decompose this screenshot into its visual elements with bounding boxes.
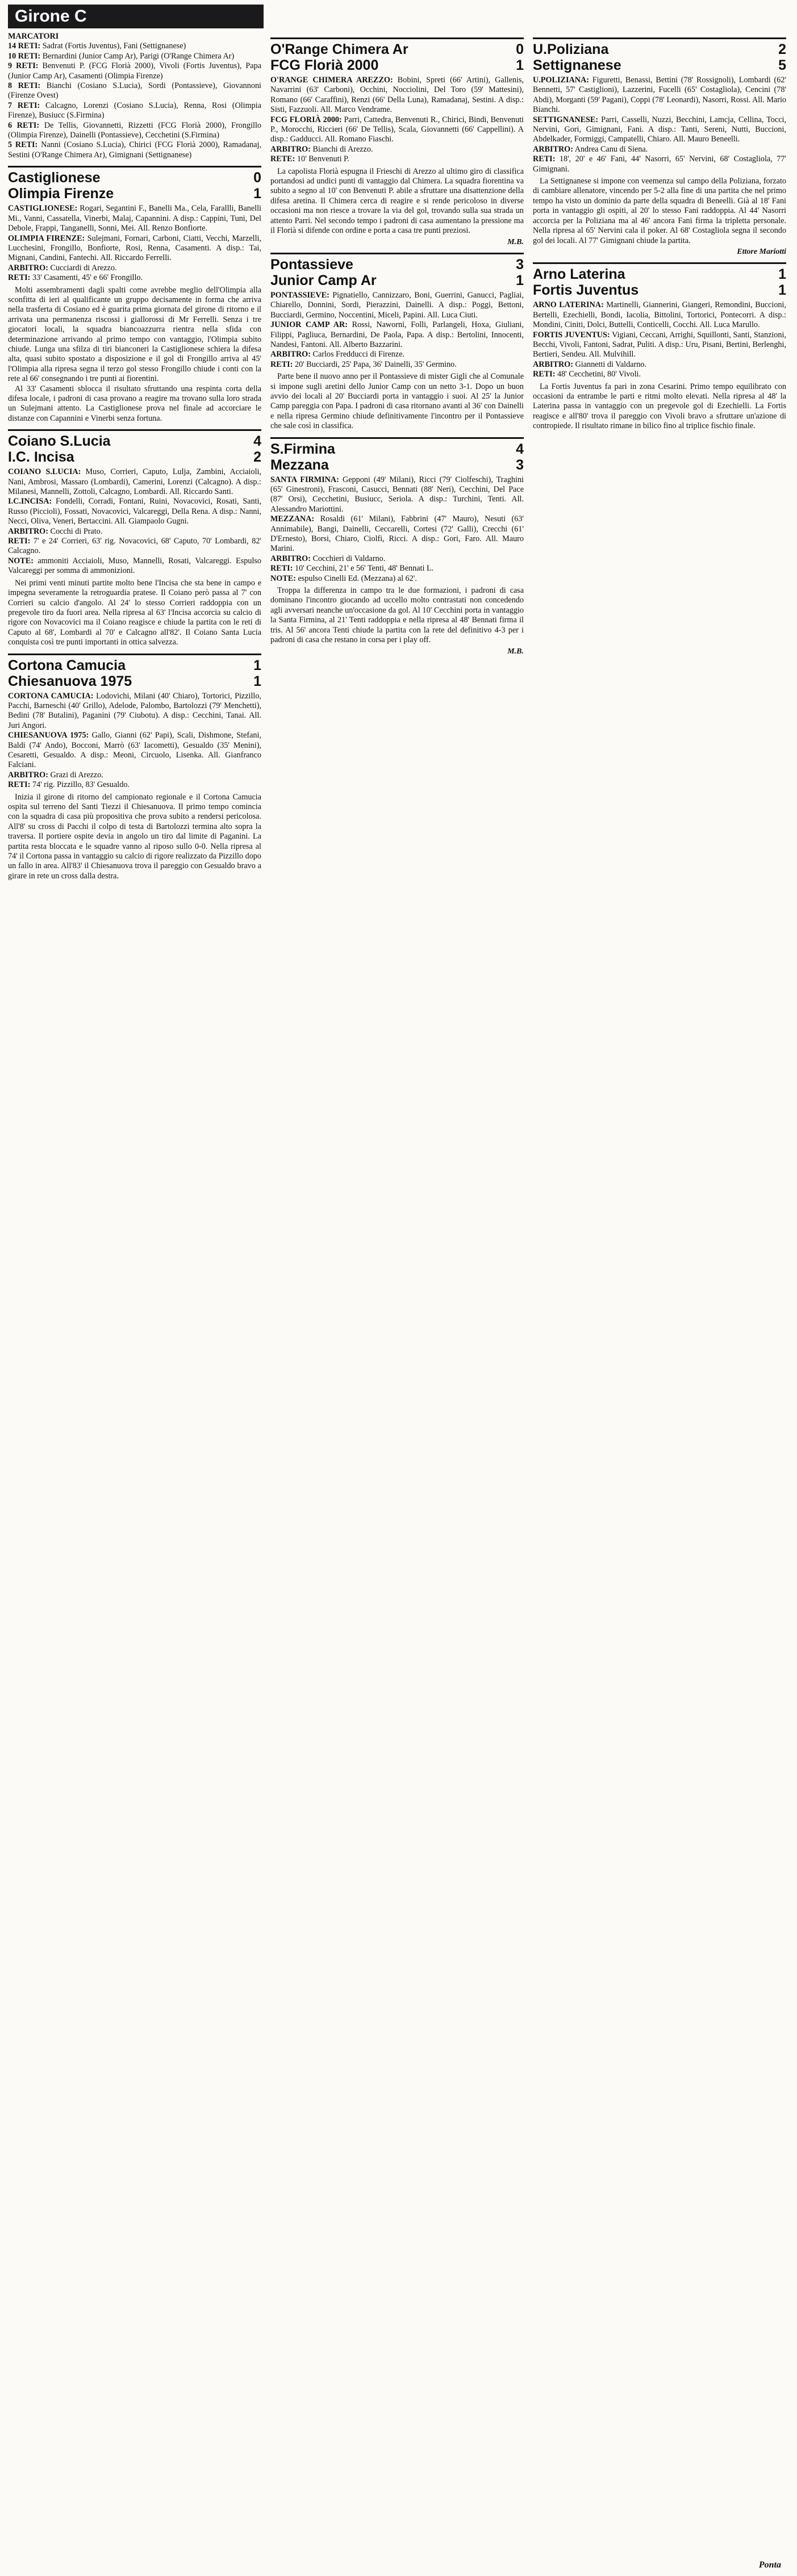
lineup-label: ARBITRO: [8,263,48,273]
lineup-text: Cucciardi di Arezzo. [48,263,117,273]
lineup-line [533,330,786,360]
lineup-text: Figuretti, Benassi, Bettini (78' Rossignoli), Lombardi (62' Bennetti, 57' Castiglioni), Lazzerini, Fucelli (65' Costagliola), Cencini (78' Abdi), Morganti (59' Pagani), Coppi (78' Leonardi), Nasorri, Rossi. All. Mario Bianchi. [533,76,786,115]
away-score: 1 [778,282,786,299]
lineup-line [270,475,524,515]
report-paragraph: Molti assembramenti dagli spalti come avrebbe meglio dell'Olimpia alla sconfitta di ieri al qualificante un gruppo decisamente in forma che arriva nella trasferta di Cosiano ed è guarita prima giornata del girone di ritorno e il arrivata una permanenza riscossi i giallorossi di Mr Ferrelli. Senza i tre giocatori locali, la squadra biancoazzurra rientra nella sfida con determinazione arrivando al primo tempo con vantaggio, l'Olimpia subito chiude. Lunga una sfilza di tiri bianconeri la Castiglionese schiera la difesa alta, quasi subito spostato a disposizione e il gol di Frongillo arriva al 45' l'Olimpia alla ripresa segna il terzo gol stesso Frongillo chiude i conti con la rete al 66' consegnando i tre punti ai fiorentini. [8,285,261,384]
lineup-text: Giannetti di Valdarno. [573,359,646,369]
lineup-label: RETI: [8,537,31,546]
away-team-row [8,186,261,202]
scorer-names: Benvenuti P. (FCG Florià 2000), Vivoli (Fortis Juventus), Papa (Junior Camp Ar), Casamenti (Olimpia Firenze) [8,61,261,81]
column-1 [8,32,261,881]
home-team: S.Firmina [270,441,335,457]
lineup-text: Rossi, Naworni, Folli, Parlangeli, Hoxa, Giuliani, Filippi, Pagliuca, Bernardini, De Paola, Papa. A disp.: Bertolini, Innocenti, Nandesi, Fantoni. All. Alberto Bazzarini. [270,320,524,349]
lineup-text: 10' Benvenuti P. [295,154,349,164]
report-paragraph: Parte bene il nuovo anno per il Pontassieve di mister Gigli che al Comunale si impone sugli aretini dello Junior Camp con un netto 3-1. Dopo un buon avvio dei locali al 20' Bucciardi porta in vantaggio i suoi. Al 25' la Junior Camp pareggia con Papa. I padroni di casa ritornano avanti al 36' con Dainelli e nella ripresa Germino chiude definitivamente l'incontro per il Pontassieve che sale così in classifica. [270,372,524,431]
columns [8,32,789,881]
away-score: 5 [778,57,786,73]
away-team: Mezzana [270,456,329,473]
lineup-label: SETTIGNANESE: [533,115,599,124]
lineup-text: Gallo, Gianni (62' Papi), Scali, Dishmone, Stefani, Baldi (74' Ando), Bocconi, Marrò (63' Iacometti), Gesualdo (35' Menini), Cesaretti, Gesualdo. A disp.: Meoni, Circuolo, Lisenka. All. Gianfranco Falciani. [8,731,261,770]
match-report [270,37,524,247]
scorer-names: Sadrat (Fortis Juventus), Fani (Settignanese) [40,41,186,51]
away-team-row [533,57,786,73]
home-score: 0 [516,41,524,57]
report-paragraph: Nei primi venti minuti partite molto bene l'Incisa che sta bene in campo e impegna severamente la retroguardia pratese. Il Coiano però passa al 7' con Corrieri su calcio d'angolo. Al 24' lo stesso Corrieri raddoppia con un pregevole tiro da fuori area. Nella ripresa al 63' l'Incisa accorcia su calcio di rigore con Novacovici ma il Coiano reagisce e chiude la partita con le reti di Caputo al 68', Lombardi al 70' e Calcagno all'82'. Il Coiano Santa Lucia conquista così tre punti importanti in ottica salvezza. [8,578,261,647]
scorer-goals: 6 RETI: [8,120,40,130]
lineup-line [270,291,524,320]
lineups [270,475,524,584]
match-report [533,262,786,431]
report-signature: Ettore Mariotti [737,247,786,256]
lineup-text: Martinelli, Giannerini, Giangeri, Remondini, Buccioni, Bertelli, Ezechielli, Bondi, Iacolia, Bittolini, Tortorici, Pontecorri. A disp.: Mondini, Ciniti, Dolci, Buttelli, Conticelli, Cocchi. All. Luca Marullo. [533,300,786,330]
lineup-text: espulso Cinelli Ed. (Mezzana) al 62'. [295,573,417,583]
scorer-goals: 14 RETI: [8,41,41,51]
home-team-row [533,266,786,282]
lineup-text: Rogari, Segantini F., Banelli Ma., Cela, Farallli, Banelli Mi., Vanni, Cassatella, Vinerbi, Malaj, Capannini. A disp.: Cappini, Tuni, Del Debole, Frappi, Tanganelli, Sonni, Mei. All. Renzo Bonfiorte. [8,204,261,233]
home-score: 3 [516,256,524,273]
lineup-text: 74' rig. Pizzillo, 83' Gesualdo. [30,780,130,790]
home-score: 1 [778,266,786,283]
footer-signature: Ponta [758,2560,781,2570]
lineup-label: ARBITRO: [270,350,311,359]
scorer-line [8,101,261,121]
lineup-line [270,145,524,154]
lineup-line [8,234,261,263]
home-team: U.Poliziana [533,41,609,57]
lineup-text: 18', 20' e 46' Fani, 44' Nasorri, 65' Nervini, 68' Costagliola, 77' Gimignani. [533,154,786,174]
scorer-names: Calcagno, Lorenzi (Cosiano S.Lucia), Renna, Rosi (Olimpia Firenze), Busiucc (S.Firmina) [8,100,261,120]
report-body [8,793,261,882]
report-body [270,372,524,431]
marcatori-lines [8,41,261,160]
away-score: 1 [516,57,524,73]
home-score: 1 [253,657,261,673]
scorer-goals: 9 RETI: [8,61,39,71]
match-report [8,166,261,424]
lineup-line [270,115,524,145]
lineup-line [8,467,261,497]
scorer-goals: 10 RETI: [8,51,41,61]
lineup-line [8,263,261,273]
lineup-text: Fondelli, Corradi, Fontani, Ruini, Novacovici, Rosati, Santi, Russo (Piccioli), Fossati, Novacovici, Valcareggi, Della Rena. A disp.: Nanni, Necci, Oliva, Veneri, Bertaccini. All. Giampaolo Gugni. [8,497,261,526]
away-team-row [8,449,261,465]
report-paragraph: Troppa la differenza in campo tra le due formazioni, i padroni di casa dominano l'incontro giocando ad uccello molto contrastati non concedendo agli avversari neanche un'occasione da gol. Al 10' Cecchini porta in vantaggio la Santa Firmina, al 21' Tenti raddoppia e nella ripresa al 48' Bennati firma il tris. Al 56' ancora Tenti chiude la partita con la rete del definitivo 4-3 per i padroni di casa che restano in corsa per i play off. [270,586,524,645]
scorer-line [8,121,261,141]
lineup-label: MEZZANA: [270,514,315,524]
away-team: Olimpia Firenze [8,186,114,202]
lineup-text: Parri, Casselli, Nuzzi, Becchini, Lamcja, Cellina, Tocci, Nervini, Gori, Gimignani, Fani. A disp.: Tanti, Sereni, Nutti, Buccioni, Abdelkader, Formiggi, Campatelli, Chiaro. All. Mauro Beneelli. [533,115,786,144]
lineup-label: RETI: [8,780,31,790]
lineup-label: RETI: [270,359,293,369]
lineup-label: I.C.INCISA: [8,497,52,506]
lineup-label: RETI: [533,370,556,379]
home-team-row [270,41,524,57]
lineup-label: JUNIOR CAMP AR: [270,320,348,330]
lineup-text: Cocchi di Prato. [48,526,103,536]
report-body [270,586,524,645]
scorer-names: Bianchi (Cosiano S.Lucia), Sordi (Pontassieve), Giovannoni (Firenze Ovest) [8,81,261,100]
lineup-line [270,154,524,164]
lineup-label: U.POLIZIANA: [533,76,589,85]
lineup-line [270,360,524,370]
lineup-line [533,370,786,379]
home-team: Castiglionese [8,170,101,186]
lineup-label: NOTE: [270,573,296,583]
lineup-text: Cocchieri di Valdarno. [310,554,386,563]
lineup-line [270,564,524,573]
scorer-goals: 7 RETI: [8,100,40,110]
home-score: 2 [778,41,786,57]
lineup-line [533,154,786,174]
lineup-line [533,300,786,330]
lineup-text: 20' Bucciardi, 25' Papa, 36' Dainelli, 35' Germino. [293,359,457,369]
lineup-line [8,497,261,526]
lineup-label: ARBITRO: [533,144,573,154]
home-team-row [8,433,261,449]
section-banner: Girone C [8,5,264,28]
lineup-text: Andrea Canu di Siena. [573,144,648,154]
scorer-names: Bernardini (Junior Camp Ar), Parigi (O'Range Chimera Ar) [40,51,235,61]
home-team-row [270,441,524,457]
report-body [8,286,261,424]
lineup-label: O'RANGE CHIMERA AREZZO: [270,76,393,85]
home-team: O'Range Chimera Ar [270,41,408,57]
report-body [8,579,261,648]
away-team: Chiesanuova 1975 [8,673,132,689]
home-score: 4 [253,433,261,450]
lineup-text: Vigiani, Ceccani, Arrighi, Squillonti, Santi, Stanzioni, Becchi, Vivoli, Fantoni, Sadrat, Puliti. A disp.: Uru, Pisani, Bertini, Berlenghi, Bertieri, Sendeu. All. Mulvihill. [533,330,786,359]
lineup-line [270,320,524,350]
away-score: 1 [253,673,261,689]
home-team-row [8,170,261,186]
lineups [8,467,261,576]
match-report [8,429,261,647]
lineup-label: SANTA FIRMINA: [270,475,339,484]
lineup-label: RETI: [533,154,556,164]
away-score: 1 [253,186,261,202]
lineup-label: RETE: [270,154,295,164]
away-team: FCG Florià 2000 [270,57,379,73]
report-paragraph: La Settignanese si impone con veemenza sul campo della Poliziana, forzato di cambiare allenatore, vincendo per 5-2 alla fine di una partita che nel primo tempo ha visto un dominio da parte della squadra di Beneelli. Già al 18' Fani porta in vantaggio gli ospiti, al 20' lo stesso Fani raddoppia. Al 44' Nasorri accorcia per la Poliziana ma al 46' ancora Fani firma la tripletta personale. Nella ripresa al 65' Nervini cala il poker. Al 68' Costagliola segna il secondo gol dei locali. Al 77' Gimignani chiude la partita. [533,177,786,245]
home-team-row [270,257,524,273]
lineup-line [270,76,524,115]
lineup-label: NOTE: [8,556,34,566]
home-team-row [533,41,786,57]
report-paragraph: La capolista Florià espugna il Frieschi di Arezzo al ultimo giro di classifica portandosi ad undici punti di vantaggio dal Chimera. La squadra fiorentina va subito a segno al 10' con Benvenuti P. abile a sfruttare una disattenzione della difesa aretina. Il Chimera cerca di reagire e si rende pericoloso in diverse occasioni ma non riesce a trovare la via del gol, trovando sulla sua strada un attento Parri. Nel secondo tempo i padroni di casa aumentano la pressione ma il Florià si difende con ordine e porta a casa tre punti preziosi. [270,166,524,236]
lineups [8,204,261,283]
lineup-text: Gepponi (49' Milani), Ricci (79' Ciolfeschi), Traghini (65' Ginestroni), Frasconi, Casucci, Bennati (88' Neri), Cecchini, Del Pace (87' Orsi), Cecchetini, Busiucc, Seriola. A disp.: Turchini, Tenti. All. Alessandro Mariottini. [270,475,524,514]
lineup-line [8,692,261,731]
lineup-label: ARBITRO: [8,526,48,536]
report-body [270,167,524,236]
report-paragraph: Al 33' Casamenti sblocca il risultato sfruttando una respinta corta della difesa locale, i padroni di casa provano a reagire ma trovano sulla loro strada un Sulejmani attento. La Castiglionese prova nel finale ad accorciare le distanze con Capannini e Vinerbi senza fortuna. [8,384,261,423]
lineup-text: Sulejmani, Fornari, Carboni, Ciatti, Vecchi, Marzelli, Lucchesini, Frongillo, Bonfiorte, Rosi, Renna, Casamenti. A disp.: Tai, Mignani, Candini, Fantechi. All. Riccardo Ferrelli. [8,233,261,263]
lineup-label: CORTONA CAMUCIA: [8,691,94,701]
scorer-names: De Tellis, Giovannetti, Rizzetti (FCG Florià 2000), Frongillo (Olimpia Firenze), Dainelli (Pontassieve), Cecchetini (S.Firmina) [8,120,261,140]
lineup-line [270,554,524,564]
match-report [8,654,261,882]
lineup-label: ARNO LATERINA: [533,300,604,310]
lineup-label: RETI: [8,273,31,283]
lineup-label: COIANO S.LUCIA: [8,467,81,477]
away-team-row [533,282,786,298]
scorer-line [8,81,261,101]
lineup-line [270,574,524,584]
report-body [533,177,786,246]
column-2 [270,32,524,881]
lineup-line [8,780,261,790]
lineup-label: OLIMPIA FIRENZE: [8,233,85,243]
lineup-text: Parri, Cattedra, Benvenuti R., Chirici, Bindi, Benvenuti P., Morocchi, Riccieri (66' De Tellis), Scala, Giovannetti (66' Cappellini). A disp.: Gadducci. All. Romano Fiaschi. [270,115,524,144]
lineup-line [533,115,786,145]
lineup-label: ARBITRO: [8,770,48,780]
lineup-label: PONTASSIEVE: [270,290,329,300]
lineups [270,291,524,370]
lineup-line [533,145,786,154]
lineup-text: Pignatiello, Cannizzaro, Boni, Guerrini, Ganucci, Pagliai, Chiarello, Donnini, Sordi, Pierazzini, Dainelli. A disp.: Poggi, Bettoni, Bucciardi, Germino, Noccentini, Miceli, Papini. All. Luca Ciuti. [270,290,524,320]
home-score: 0 [253,170,261,186]
lineup-label: CHIESANUOVA 1975: [8,731,89,740]
lineup-line [270,514,524,554]
column-3 [533,32,786,881]
report-body [533,382,786,432]
lineup-line [533,76,786,115]
match-report [270,253,524,432]
away-score: 3 [516,456,524,473]
away-team: Settignanese [533,57,621,73]
away-team-row [270,57,524,73]
home-team: Arno Laterina [533,266,625,283]
home-team: Cortona Camucia [8,657,126,673]
scorer-line [8,41,261,51]
report-paragraph: La Fortis Juventus fa pari in zona Cesarini. Primo tempo equilibrato con occasioni da entrambe le parti e ritmi molto elevati. Nella ripresa al 48' la Laterina passa in vantaggio con un pregevole gol di Ezechielli. La Fortis reagisce e all'80' trova il pareggio con Vivoli bravo a sfruttare un'azione di contropiede. Il risultato rimane in bilico fino al triplice fischio finale. [533,382,786,431]
lineup-text: Bobini, Spreti (66' Artini), Gallenis, Navarrini (63' Carboni), Occhini, Nocciolini, Del Toro (59' Mattesini), Romano (66' Caraffini), Renzi (66' Della Luna), Ramadanaj, Sestini. A disp.: Sisti, Fazzuoli. All. Marco Vendrame. [270,76,524,115]
lineup-label: ARBITRO: [270,144,311,154]
lineup-text: Grazi di Arezzo. [48,770,103,780]
lineup-label: CASTIGLIONESE: [8,204,78,213]
lineup-label: FORTIS JUVENTUS: [533,330,610,340]
lineup-line [8,537,261,556]
lineup-text: Lodovichi, Milani (40' Chiaro), Tortorici, Pizzillo, Pacchi, Barneschi (40' Grillo), Adelode, Palombo, Bartolozzi (79' Menchetti), Bedini (78' Butalini), Paganini (79' Ciubotu). A disp.: Cecchini, Tanai. All. Juri Angori. [8,691,261,730]
report-signature: M.B. [507,647,524,656]
scorer-goals: 8 RETI: [8,81,41,91]
lineups [533,300,786,379]
away-score: 1 [516,272,524,288]
scorer-line [8,140,261,160]
lineup-text: 10' Cecchini, 21' e 56' Tenti, 48' Bennati L. [293,564,434,573]
lineup-line [8,273,261,283]
home-score: 4 [516,441,524,457]
lineup-text: 7' e 24' Corrieri, 63' rig. Novacovici, 68' Caputo, 70' Lombardi, 82' Calcagno. [8,537,261,556]
lineup-text: Bianchi di Arezzo. [310,144,373,154]
lineup-text: ammoniti Acciaioli, Muso, Mannelli, Rosati, Valcareggi. Espulso Valcareggi per somma di ammonizioni. [8,556,261,576]
scorer-goals: 5 RETI: [8,140,38,150]
lineup-label: ARBITRO: [533,359,573,369]
lineup-label: FCG FLORIÀ 2000: [270,115,342,124]
lineups [533,76,786,174]
lineup-text: Carlos Fredducci di Firenze. [310,350,405,359]
lineup-text: 48' Cecchetini, 80' Vivoli. [555,370,641,379]
lineup-label: RETI: [270,564,293,573]
away-team: Junior Camp Ar [270,272,377,288]
lineup-line [270,350,524,359]
match-report [533,37,786,257]
lineup-line [8,556,261,576]
home-team: Pontassieve [270,256,353,273]
lineup-text: Muso, Corrieri, Caputo, Lulja, Zambini, Acciaioli, Nani, Ambrosi, Massaro (Lombardi), Camerini, Lorenzi (Calcagno). A disp.: Milanesi, Mannelli, Zottoli, Calcagno, Lombardi. All. Riccardo Santi. [8,467,261,497]
away-team: I.C. Incisa [8,449,74,466]
marcatori-title: MARCATORI [8,32,59,41]
away-team-row [270,457,524,473]
lineup-line [8,204,261,233]
lineup-line [533,360,786,370]
scorer-line [8,52,261,61]
away-team-row [270,273,524,288]
report-signature: M.B. [507,237,524,246]
away-score: 2 [253,449,261,466]
scorer-line [8,61,261,81]
lineup-line [8,527,261,537]
lineup-line [8,731,261,770]
lineup-line [8,770,261,780]
away-team-row [8,673,261,689]
marcatori-box [8,32,261,160]
report-paragraph: Inizia il girone di ritorno del campionato regionale e il Cortona Camucia ospita sul terreno del Santi Tiezzi il Chiesanuova. Il primo tempo comincia con la squadra di casa più propositiva che prova subito a rendersi pericolosa. All'8' su cross di Pacchi il colpo di testa di Bartolozzi termina alto sopra la traversa. Il portiere ospite devia in angolo un tiro dal limite di Paganini. La partita resta bloccata e le squadre vanno al riposo sullo 0-0. Nella ripresa al 74' il Cortona passa in vantaggio su calcio di rigore realizzato da Pizzillo dopo un fallo in area. All'83' il Chiesanuova trova il pareggio con Gesualdo bravo a girare in rete un cross dalla destra. [8,792,261,881]
lineups [8,692,261,790]
lineup-text: Rosaldi (61' Milani), Fabbrini (47' Mauro), Nesuti (63' Annimabile), Bangi, Dainelli, Ceccarelli, Cortesi (72' Galli), Crecchi (61' D'Ernesto), Borsi, Chiaro, Ciolfi, Ricci. A disp.: Gori, Faro. All. Mauro Marini. [270,514,524,554]
lineup-text: 33' Casamenti, 45' e 66' Frongillo. [30,273,143,283]
match-report [270,437,524,656]
lineup-label: ARBITRO: [270,554,311,563]
home-team: Coiano S.Lucia [8,433,111,450]
lineups [270,76,524,165]
away-team: Fortis Juventus [533,282,639,299]
scorer-names: Nanni (Cosiano S.Lucia), Chirici (FCG Florià 2000), Ramadanaj, Sestini (O'Range Chimera Ar), Gimignani (Settignanese) [8,140,261,160]
home-team-row [8,657,261,673]
